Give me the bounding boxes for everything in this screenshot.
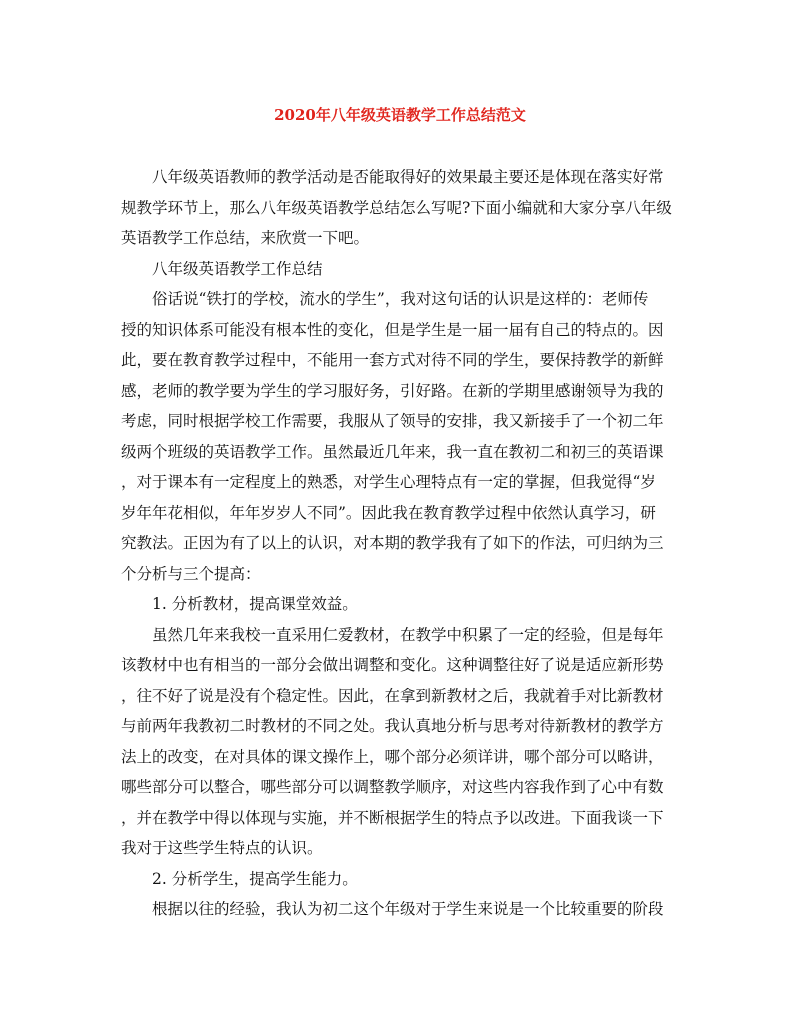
body-line: 考虑，同时根据学校工作需要，我服从了领导的安排，我又新接手了一个初二年 <box>121 412 664 430</box>
body-line: 根据以往的经验，我认为初二这个年级对于学生来说是一个比较重要的阶段 <box>152 900 664 918</box>
section-heading: 八年级英语教学工作总结 <box>152 259 323 278</box>
body-line: 授的知识体系可能没有根本性的变化，但是学生是一届一届有自己的特点的。因 <box>121 320 664 339</box>
body-line: 感，老师的教学要为学生的学习服好务，引好路。在新的学期里感谢领导为我的 <box>121 381 664 400</box>
body-line: 个分析与三个提高： <box>121 564 261 583</box>
body-line: ，并在教学中得以体现与实施，并不断根据学生的特点予以改进。下面我谈一下 <box>121 808 664 827</box>
numbered-heading: 2. 分析学生，提高学生能力。 <box>152 869 358 888</box>
body-line: 究教法。正因为有了以上的认识，对本期的教学我有了如下的作法，可归纳为三 <box>121 534 664 552</box>
body-line: 哪些部分可以整合，哪些部分可以调整教学顺序，对这些内容我作到了心中有数 <box>121 778 664 796</box>
body-line: 英语教学工作总结，来欣赏一下吧。 <box>121 229 370 247</box>
body-line: ，对于课本有一定程度上的熟悉，对学生心理特点有一定的掌握，但我觉得“岁 <box>121 473 656 491</box>
body-line: 我对于这些学生特点的认识。 <box>121 839 323 857</box>
body-line: 与前两年我教初二时教材的不同之处。我认真地分析与思考对待新教材的教学方 <box>121 717 664 735</box>
body-line: 八年级英语教师的教学活动是否能取得好的效果最主要还是体现在落实好常 <box>152 168 664 186</box>
body-line: 岁年年花相似，年年岁岁人不同”。因此我在教育教学过程中依然认真学习，研 <box>121 503 656 522</box>
document-body <box>121 162 681 925</box>
body-line: 级两个班级的英语教学工作。虽然最近几年来，我一直在教初二和初三的英语课 <box>121 442 664 461</box>
body-line: 规教学环节上，那么八年级英语教学总结怎么写呢?下面小编就和大家分享八年级 <box>121 198 672 217</box>
numbered-heading: 1. 分析教材，提高课堂效益。 <box>152 595 358 613</box>
body-line: 虽然几年来我校一直采用仁爱教材，在教学中积累了一定的经验，但是每年 <box>152 625 664 644</box>
body-line: 此，要在教育教学过程中，不能用一套方式对待不同的学生，要保持教学的新鲜 <box>121 351 664 369</box>
body-line: ，往不好了说是没有个稳定性。因此，在拿到新教材之后，我就着手对比新教材 <box>121 686 664 705</box>
body-line: 俗话说“铁打的学校，流水的学生”，我对这句话的认识是这样的：老师传 <box>152 290 649 308</box>
document-title: 2020年八年级英语教学工作总结范文 <box>274 106 526 124</box>
body-line: 该教材中也有相当的一部分会做出调整和变化。这种调整往好了说是适应新形势 <box>121 656 664 674</box>
body-line: 法上的改变，在对具体的课文操作上，哪个部分必须详讲，哪个部分可以略讲， <box>121 747 664 766</box>
